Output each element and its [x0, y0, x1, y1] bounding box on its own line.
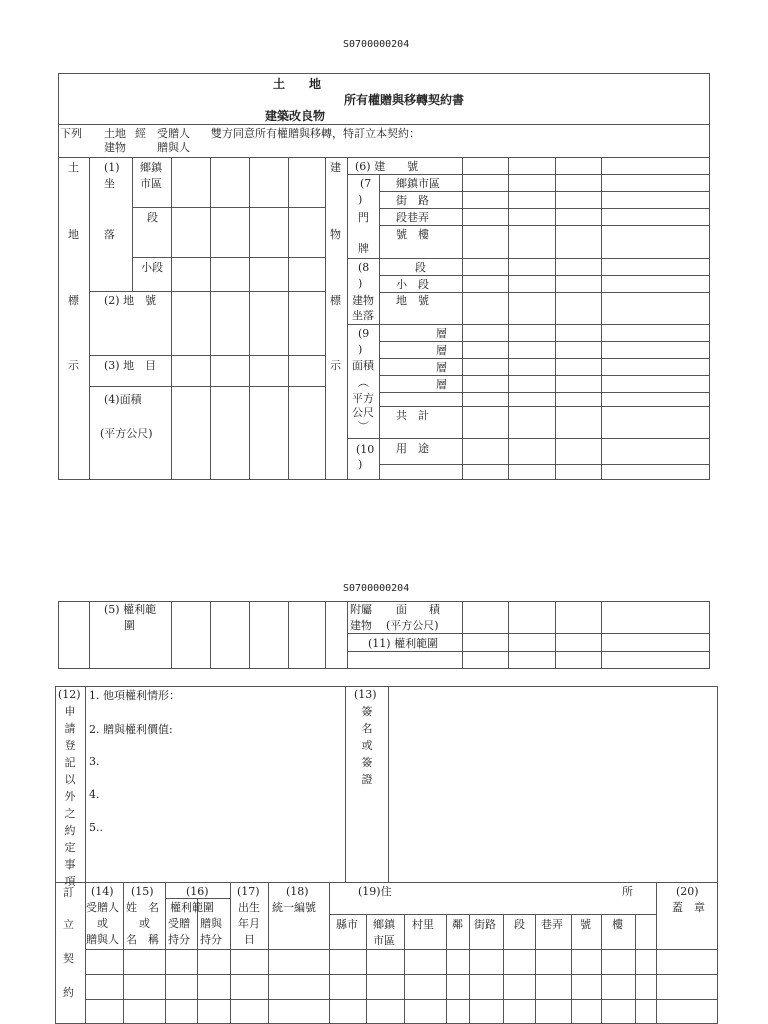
address-col-label: 鄰	[452, 918, 463, 931]
floor-label: 層	[436, 327, 447, 340]
intro-text: 雙方同意所有權贈與移轉，特訂立本契約：	[211, 127, 420, 140]
use-label: 用 途	[396, 442, 429, 455]
special-term-item: 3.	[89, 755, 100, 768]
special-terms-num: (12)	[58, 688, 81, 701]
building-area-num: (9	[358, 327, 370, 340]
doorplate-lane-label: 段巷弄	[396, 211, 429, 224]
special-term-item: 4.	[89, 788, 100, 801]
land-number-label: (2) 地 號	[104, 294, 157, 307]
land-district-label: 市區	[140, 177, 162, 190]
use-paren: )	[358, 458, 363, 471]
party-role-label: 贈與人	[86, 933, 119, 946]
address-col-label: 街路	[474, 918, 496, 931]
building-area-label: ︶	[358, 420, 369, 433]
name-label: 姓 名	[126, 901, 159, 914]
name-label: 或	[139, 917, 150, 930]
intro-party-recipient: 受贈人	[157, 127, 190, 140]
seal-num: (20)	[676, 885, 699, 898]
building-area-label: 平方	[352, 392, 374, 405]
contract-vertical-char: 約	[63, 986, 74, 999]
name-num: (15)	[131, 885, 154, 898]
land-side-char: 示	[68, 359, 79, 372]
address-col-label: 號	[580, 918, 591, 931]
building-side-char: 建	[330, 161, 341, 174]
name-label: 名 稱	[126, 933, 159, 946]
address-num: (19)住	[358, 885, 392, 898]
land-f1-num: (1)	[104, 161, 120, 174]
building-area-label: 面積	[352, 359, 374, 372]
address-label-end: 所	[622, 885, 633, 898]
share-num: (16)	[186, 885, 209, 898]
page-title: 所有權贈與移轉契約書	[344, 93, 465, 107]
land-side-char: 地	[68, 228, 79, 241]
land-area-unit: (平方公尺)	[100, 427, 153, 440]
recipient-share-label: 受贈	[168, 917, 190, 930]
address-col-label: 段	[514, 918, 525, 931]
floor-label: 層	[436, 361, 447, 374]
attached-area-unit: (平方公尺)	[386, 619, 439, 632]
contract-vertical-char: 契	[63, 952, 74, 965]
address-col-label: 樓	[612, 918, 623, 931]
building-side-char: 物	[330, 228, 341, 241]
attached-area-label: 面 積	[396, 603, 440, 616]
land-side-char: 土	[68, 161, 79, 174]
title-building: 建築改良物	[265, 109, 326, 123]
land-subsection-label: 小段	[141, 261, 163, 274]
address-col-label: 村里	[412, 918, 434, 931]
intro-prefix: 下列	[60, 127, 82, 140]
attached-building-label: 附屬	[350, 603, 372, 616]
area-total-label: 共 計	[396, 409, 429, 422]
building-area-label: 公尺	[352, 406, 374, 419]
building-location-label: 坐落	[352, 309, 374, 322]
building-location-paren: )	[358, 277, 363, 290]
doorplate-label: 牌	[358, 242, 369, 255]
contract-vertical-char: 訂	[63, 886, 74, 899]
special-term-item: 5..	[89, 821, 103, 834]
recipient-share-label: 持分	[168, 933, 190, 946]
party-role-num: (14)	[91, 885, 114, 898]
address-col-label: 縣市	[336, 918, 358, 931]
building-section-label: 段	[415, 261, 426, 274]
party-role-label: 受贈人	[86, 901, 119, 914]
intro-object-building: 建物	[104, 141, 126, 154]
donor-share-label: 贈與	[200, 917, 222, 930]
use-num: (10	[356, 443, 375, 456]
title-land: 土 地	[273, 77, 322, 91]
land-f1-label: 坐	[104, 177, 115, 190]
id-label: 統一編號	[272, 901, 316, 914]
building-side-char: 標	[330, 294, 341, 307]
building-area-paren: )	[358, 343, 363, 356]
id-num: (18)	[286, 885, 309, 898]
attached-rights-scope: (11) 權利範圍	[368, 637, 439, 650]
birth-label: 出生	[238, 901, 260, 914]
address-col-label: 市區	[373, 934, 395, 947]
building-location-label: 建物	[352, 294, 374, 307]
rights-scope-label: (5) 權利範	[104, 603, 157, 616]
building-location-num: (8	[358, 261, 370, 274]
signature-num: (13)	[354, 688, 377, 701]
doorplate-street-label: 街 路	[396, 194, 429, 207]
address-col-label: 巷弄	[541, 918, 563, 931]
building-area-label: ︵	[358, 376, 369, 389]
land-side-char: 標	[68, 294, 79, 307]
land-area-label: (4)面積	[104, 393, 142, 406]
doorplate-num: (7	[360, 177, 372, 190]
special-term-item: 2. 贈與權利價值:	[89, 723, 173, 736]
doc-code-2: S0700000204	[343, 583, 410, 594]
land-f1-label: 落	[104, 228, 115, 241]
building-number-label: (6) 建 號	[355, 160, 419, 173]
birth-num: (17)	[237, 885, 260, 898]
contract-vertical-char: 立	[63, 918, 74, 931]
doc-code: S0700000204	[343, 39, 410, 50]
doorplate-number-label: 號 樓	[396, 228, 429, 241]
rights-scope-label: 圍	[124, 619, 135, 632]
share-label: 權利範圍	[170, 901, 214, 914]
land-category-label: (3) 地 目	[104, 359, 157, 372]
special-terms-vertical-label: 申請登記以外之約定事項	[64, 705, 76, 888]
party-role-label: 或	[97, 917, 108, 930]
doorplate-label: 門	[358, 211, 369, 224]
seal-label: 蓋 章	[672, 901, 705, 914]
donor-share-label: 持分	[200, 933, 222, 946]
special-term-item: 1. 他項權利情形：	[89, 689, 180, 702]
intro-via: 經	[135, 127, 146, 140]
birth-label: 日	[244, 933, 255, 946]
building-side-char: 示	[330, 359, 341, 372]
doorplate-paren: )	[358, 193, 363, 206]
address-col-label: 鄉鎮	[373, 918, 395, 931]
floor-label: 層	[436, 344, 447, 357]
intro-object-land: 土地	[104, 127, 126, 140]
building-subsection-label: 小 段	[396, 278, 429, 291]
signature-vertical-label: 簽名或簽證	[361, 705, 373, 786]
birth-label: 年月	[238, 917, 260, 930]
land-town-label: 鄉鎮	[140, 161, 162, 174]
land-section-label: 段	[147, 211, 158, 224]
attached-building-label: 建物	[350, 619, 372, 632]
intro-party-donor: 贈與人	[157, 141, 190, 154]
building-landno-label: 地 號	[396, 294, 429, 307]
floor-label: 層	[436, 378, 447, 391]
doorplate-town-label: 鄉鎮市區	[396, 177, 440, 190]
